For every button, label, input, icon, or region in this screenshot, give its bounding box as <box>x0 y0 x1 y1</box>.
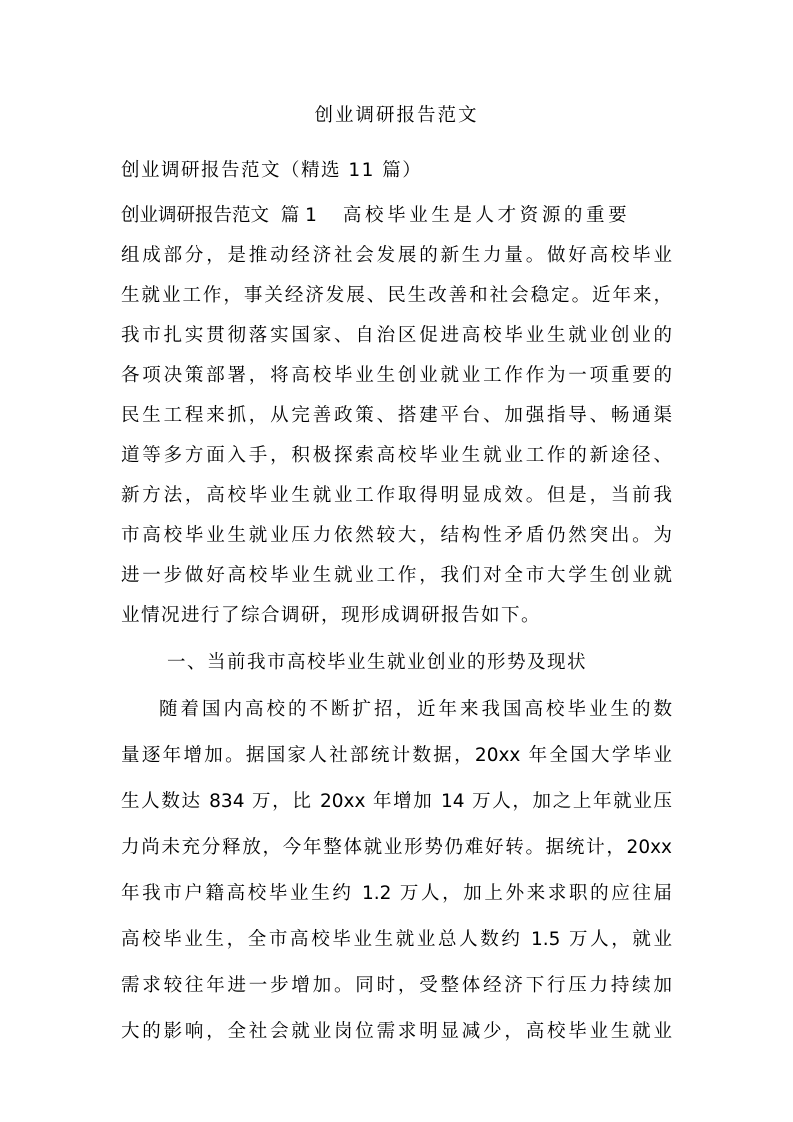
intro-line: 生就业工作，事关经济发展、民生改善和社会稳定。近年来， <box>121 285 672 306</box>
intro-line: 各项决策部署，将高校毕业生创业就业工作作为一项重要的 <box>121 365 672 386</box>
intro-first-line <box>121 203 672 229</box>
paragraph-line: 力尚未充分释放，今年整体就业形势仍难好转。据统计，20xx <box>121 837 672 858</box>
paragraph-line: 大的影响，全社会就业岗位需求明显减少，高校毕业生就业 <box>121 1021 672 1042</box>
document-title: 创业调研报告范文 <box>314 105 479 126</box>
intro-line: 新方法，高校毕业生就业工作取得明显成效。但是，当前我 <box>121 485 672 506</box>
paragraph-line: 高校毕业生，全市高校毕业生就业总人数约 1.5 万人，就业 <box>121 929 672 950</box>
document-subtitle: 创业调研报告范文（精选 11 篇） <box>121 160 423 181</box>
paragraph-line: 需求较往年进一步增加。同时，受整体经济下行压力持续加 <box>121 975 672 996</box>
intro-line: 业情况进行了综合调研，现形成调研报告如下。 <box>121 605 542 626</box>
intro-line: 进一步做好高校毕业生就业工作，我们对全市大学生创业就 <box>121 565 672 586</box>
intro-line: 道等多方面入手，积极探索高校毕业生就业工作的新途径、 <box>121 445 672 466</box>
intro-line: 市高校毕业生就业压力依然较大，结构性矛盾仍然突出。为 <box>121 525 672 546</box>
paragraph-line: 随着国内高校的不断扩招，近年来我国高校毕业生的数 <box>159 699 672 720</box>
intro-line: 高校毕业生是人才资源的重要 <box>342 205 631 226</box>
paragraph-line: 生人数达 834 万，比 20xx 年增加 14 万人，加之上年就业压 <box>121 791 672 812</box>
section-heading: 一、当前我市高校毕业生就业创业的形势及现状 <box>167 652 588 673</box>
intro-line: 民生工程来抓，从完善政策、搭建平台、加强指导、畅通渠 <box>121 405 672 426</box>
intro-line: 组成部分，是推动经济社会发展的新生力量。做好高校毕业 <box>121 245 672 266</box>
section-label: 创业调研报告范文 篇 1 <box>121 205 317 226</box>
paragraph-line: 量逐年增加。据国家人社部统计数据，20xx 年全国大学毕业 <box>121 745 672 766</box>
intro-line: 我市扎实贯彻落实国家、自治区促进高校毕业生就业创业的 <box>121 325 672 346</box>
paragraph-line: 年我市户籍高校毕业生约 1.2 万人，加上外来求职的应往届 <box>121 883 672 904</box>
